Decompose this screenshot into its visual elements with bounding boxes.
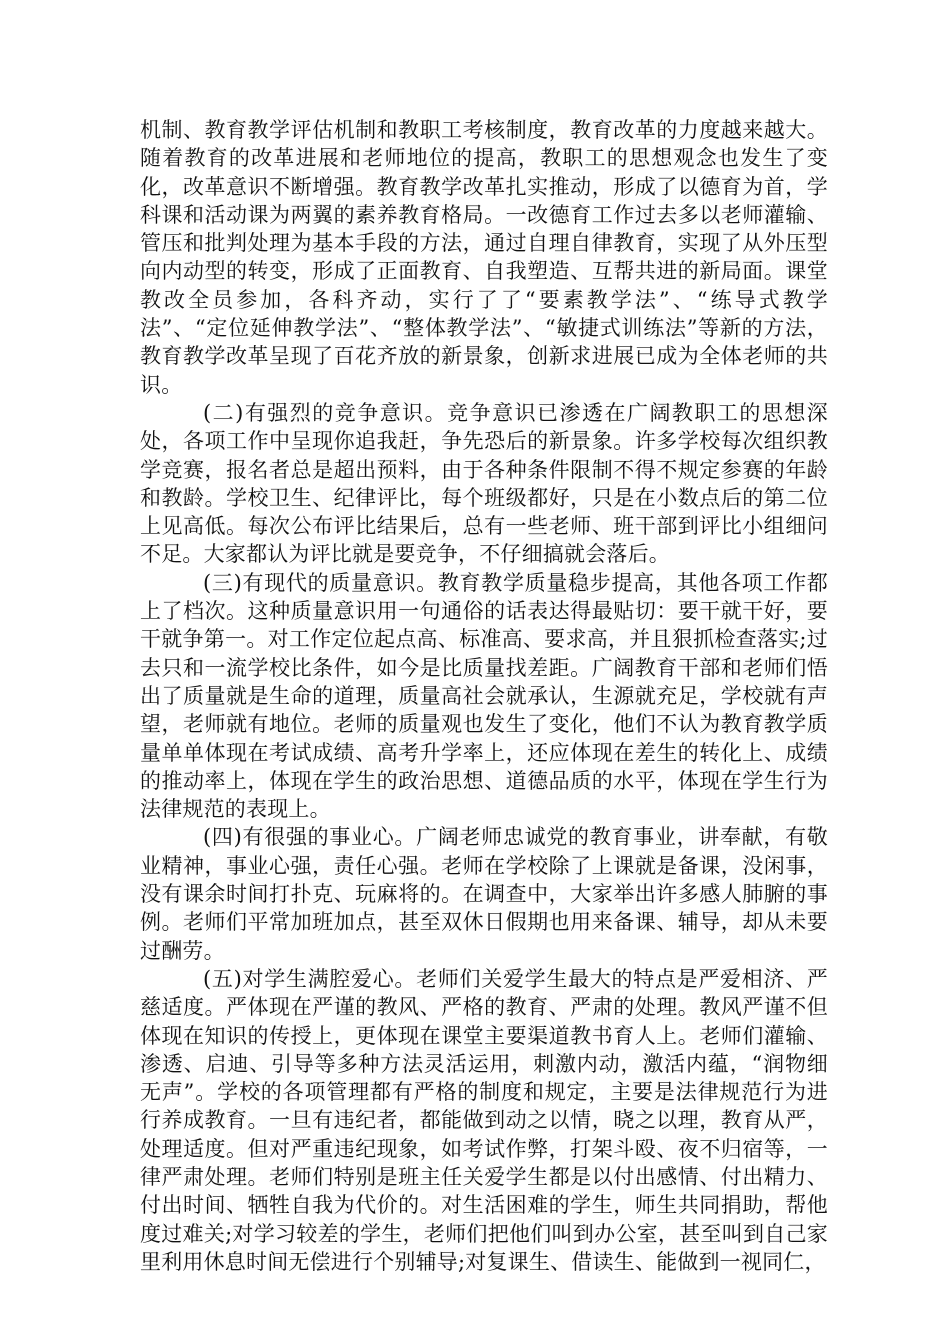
paragraph-2: (二)有强烈的竞争意识。竞争意识已渗透在广阔教职工的思想深处，各项工作中呈现你追我赶，争先恐后的新景象。许多学校每次组织教学竞赛，报名者总是超出预料，由于各种条件限制不得不规定参赛的年龄和教龄。学校卫生、纪律评比，每个班级都好，只是在小数点后的第二位上见高低。每次公布评比结果后，总有一些老师、班干部到评比小组细问不足。大家都认为评比就是要竞争，不仔细搞就会落后。 [140, 400, 828, 567]
document-page [140, 116, 828, 1276]
paragraph-1: 机制、教育教学评估机制和教职工考核制度，教育改革的力度越来越大。随着教育的改革进展和老师地位的提高，教职工的思想观念也发生了变化，改革意识不断增强。教育教学改革扎实推动，形成了以德育为首，学科课和活动课为两翼的素养教育格局。一改德育工作过去多以老师灌输、管压和批判处理为基本手段的方法，通过自理自律教育，实现了从外压型向内动型的转变，形成了正面教育、自我塑造、互帮共进的新局面。课堂教改全员参加，各科齐动，实行了了“要素教学法”、“练导式教学法”、“定位延伸教学法”、“整体教学法”、“敏捷式训练法”等新的方法，教育教学改革呈现了百花齐放的新景象，创新求进展已成为全体老师的共识。 [140, 118, 828, 397]
paragraph-4: (四)有很强的事业心。广阔老师忠诚党的教育事业，讲奉献，有敬业精神，事业心强，责任心强。老师在学校除了上课就是备课，没闲事，没有课余时间打扑克、玩麻将的。在调查中，大家举出许多感人肺腑的事例。老师们平常加班加点，甚至双休日假期也用来备课、辅导，却从未要过酬劳。 [140, 825, 828, 963]
paragraph-5: (五)对学生满腔爱心。老师们关爱学生最大的特点是严爱相济、严慈适度。严体现在严谨的教风、严格的教育、严肃的处理。教风严谨不但体现在知识的传授上，更体现在课堂主要渠道教书育人上。老师们灌输、渗透、启迪、引导等多种方法灵活运用，刺激内动，激活内蕴，“润物细无声”。学校的各项管理都有严格的制度和规定，主要是法律规范行为进行养成教育。一旦有违纪者，都能做到动之以情，晓之以理，教育从严，处理适度。但对严重违纪现象，如考试作弊，打架斗殴、夜不归宿等，一律严肃处理。老师们特别是班主任关爱学生都是以付出感情、付出精力、付出时间、牺牲自我为代价的。对生活困难的学生，师生共同捐助，帮他度过难关;对学习较差的学生，老师们把他们叫到办公室，甚至叫到自己家里利用休息时间无偿进行个别辅导;对复课生、借读生、能做到一视同仁， [140, 966, 828, 1274]
paragraph-3: (三)有现代的质量意识。教育教学质量稳步提高，其他各项工作都上了档次。这种质量意识用一句通俗的话表达得最贴切：要干就干好，要干就争第一。对工作定位起点高、标准高、要求高，并且狠抓检查落实;过去只和一流学校比条件，如今是比质量找差距。广阔教育干部和老师们悟出了质量就是生命的道理，质量高社会就承认，生源就充足，学校就有声望，老师就有地位。老师的质量观也发生了变化，他们不认为教育教学质量单单体现在考试成绩、高考升学率上，还应体现在差生的转化上、成绩的推动率上，体现在学生的政治思想、道德品质的水平，体现在学生行为法律规范的表现上。 [140, 570, 828, 822]
